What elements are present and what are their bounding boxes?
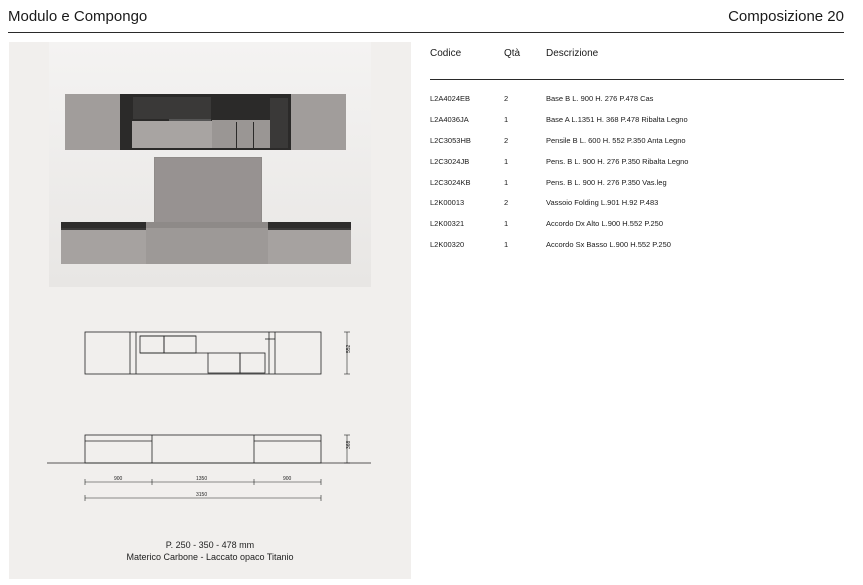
row-qty: 2	[504, 198, 509, 208]
finish-info: Materico Carbone - Laccato opaco Titanio	[126, 552, 294, 562]
row-description: Pens. B L. 900 H. 276 P.350 Vas.leg	[546, 177, 667, 187]
row-code: L2C3053HB	[430, 135, 471, 145]
column-header-code: Codice	[430, 48, 462, 59]
base-unit	[61, 222, 351, 264]
base-height-label: 368	[346, 440, 352, 449]
total-width-label: 3150	[196, 492, 208, 498]
column-header-qty: Qtà	[504, 48, 521, 59]
row-qty: 2	[504, 135, 509, 145]
row-code: L2C3024JB	[430, 156, 470, 166]
row-description: Vassoio Folding L.901 H.92 P.483	[546, 198, 659, 208]
column-header-description: Descrizione	[546, 48, 599, 59]
table-header	[430, 40, 844, 80]
row-description: Accordo Sx Basso L.900 H.552 P.250	[546, 240, 671, 250]
page-header	[8, 6, 844, 33]
table-row	[430, 172, 844, 193]
table-row	[430, 130, 844, 151]
row-qty: 1	[504, 156, 509, 166]
width-label-right: 900	[283, 476, 292, 482]
height-dimension-label: 552	[346, 344, 352, 353]
product-render	[9, 42, 411, 312]
row-code: L2K00321	[430, 219, 465, 229]
row-qty: 1	[504, 219, 509, 229]
table-row	[430, 151, 844, 172]
row-description: Base B L. 900 H. 276 P.478 Cas	[546, 94, 654, 103]
brand-title: Modulo e Compongo	[8, 8, 148, 25]
table-row	[430, 109, 844, 130]
row-qty: 1	[504, 177, 509, 187]
table-row	[430, 192, 844, 213]
composition-title: Composizione 20	[728, 8, 844, 25]
table-row	[430, 88, 844, 109]
row-qty: 2	[504, 94, 509, 103]
row-code: L2A4024EB	[430, 94, 471, 103]
row-code: L2K00013	[430, 198, 465, 208]
product-caption	[9, 539, 411, 563]
row-qty: 1	[504, 240, 509, 250]
wall-flap-door	[132, 121, 212, 148]
row-qty: 1	[504, 114, 509, 124]
row-description: Pensile B L. 600 H. 552 P.350 Anta Legno	[546, 135, 686, 145]
row-description: Base A L.1351 H. 368 P.478 Ribalta Legno	[546, 114, 688, 124]
row-description: Pens. B L. 900 H. 276 P.350 Ribalta Legno	[546, 156, 689, 166]
row-code: L2C3024KB	[430, 177, 471, 187]
row-code: L2A4036JA	[430, 114, 469, 124]
wall-elevation	[85, 332, 321, 374]
width-dimensions	[85, 479, 321, 501]
wall-unit	[65, 94, 346, 150]
parts-table	[430, 40, 844, 255]
width-label-center: 1350	[196, 476, 208, 482]
width-label-left: 900	[114, 476, 123, 482]
base-height-dimension	[344, 435, 350, 463]
base-elevation	[47, 435, 371, 463]
product-panel	[9, 42, 411, 579]
table-row	[430, 234, 844, 255]
table-row	[430, 213, 844, 234]
depth-info: P. 250 - 350 - 478 mm	[165, 540, 255, 550]
row-description: Accordo Dx Alto L.900 H.552 P.250	[546, 219, 664, 229]
height-dimension	[344, 332, 350, 374]
row-code: L2K00320	[430, 240, 465, 250]
